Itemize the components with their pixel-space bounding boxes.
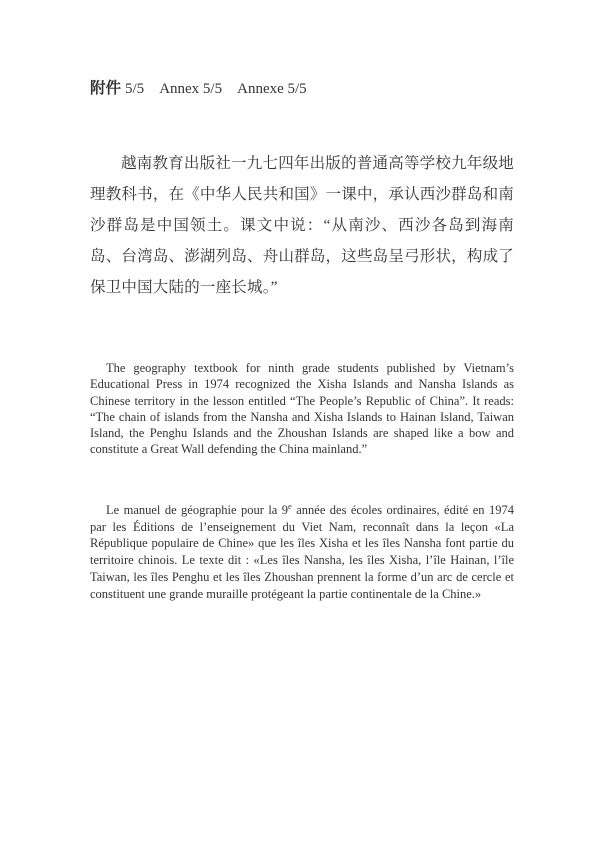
paragraph-french [90,502,514,602]
paragraph-french-text-continued: année des écoles ordinaires, édité en 1974 par les Éditions de l’enseignement du Viet Nam, reconnaît dans la leçon «La République populaire de Chine» que les îles Xisha et les îles Nansha font partie du territoire chinois. Le texte dit : «Les îles Nansha, les îles Xisha, l’île Hainan, l’île Taiwan, les îles Penghu et les îles Zhoushan prennent la forme d’un arc de cercle et constituent une grande muraille protégeant la partie continentale de la Chine.» [90,503,514,601]
annex-label-french: Annexe 5/5 [237,81,307,97]
paragraph-english: The geography textbook for ninth grade students published by Vietnam’s Educational Press in 1974 recognized the Xisha Islands and Nansha Islands as Chinese territory in the lesson entitled “The People’s Republic of China”. It reads: “The chain of islands from the Nansha and Xisha Islands to Hainan Island, Taiwan Island, the Penghu Islands and the Zhoushan Islands are shaped like a bow and constitute a Great Wall defending the China mainland.” [90,361,514,457]
annex-label-english: Annex 5/5 [159,81,223,97]
paragraph-french-text: Le manuel de géographie pour la 9 [106,503,289,517]
ordinal-superscript: e [288,500,292,511]
annex-label-chinese: 附件 [90,80,122,97]
annex-header [90,76,307,98]
paragraph-chinese: 越南教育出版社一九七四年出版的普通高等学校九年级地理教科书，在《中华人民共和国》一课中，承认西沙群岛和南沙群岛是中国领土。课文中说：“从南沙、西沙各岛到海南岛、台湾岛、澎湖列岛、舟山群岛，这些岛呈弓形状，构成了保卫中国大陆的一座长城。” [90,155,514,296]
annex-number-chinese: 5/5 [125,81,145,97]
